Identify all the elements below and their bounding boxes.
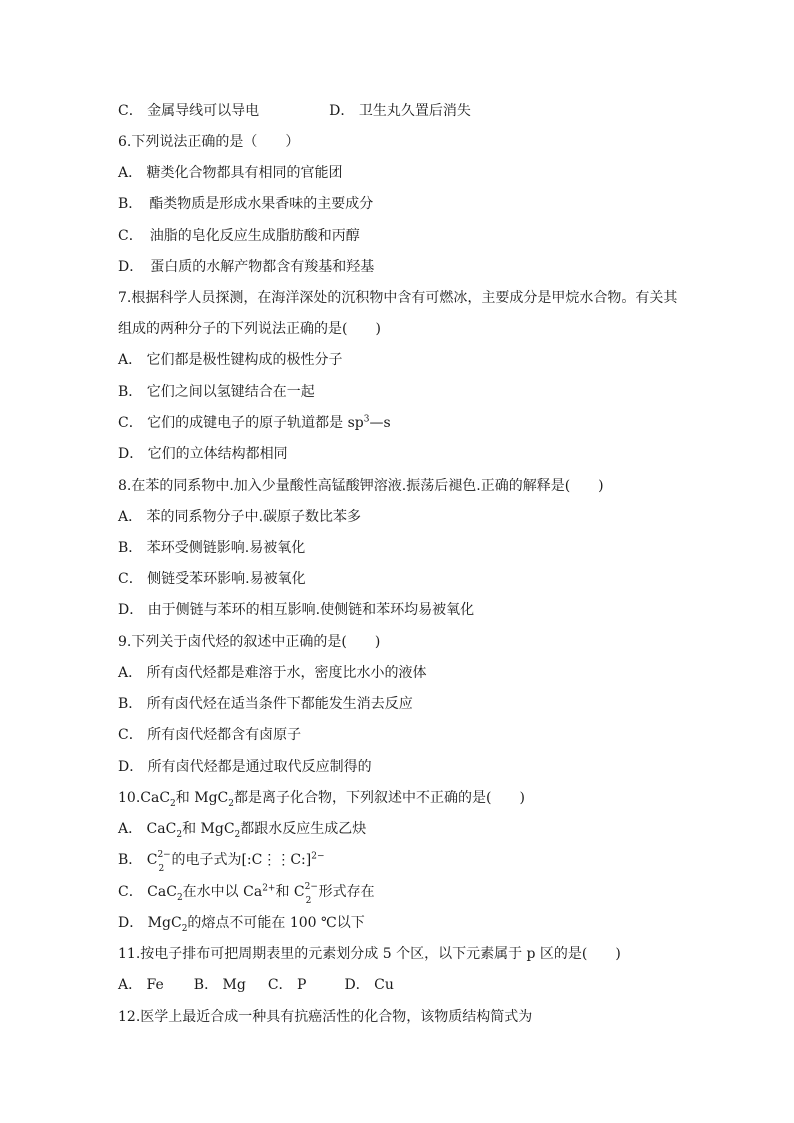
q7-option-c — [118, 413, 391, 433]
q6-option-b: B． 酯类物质是形成水果香味的主要成分 — [118, 196, 374, 212]
q10-option-c-part3: 和 C — [275, 884, 305, 900]
q10-option-d — [118, 913, 365, 933]
q9-option-c: C． 所有卤代烃都含有卤原子 — [118, 727, 302, 743]
q7-option-c-tail: —s — [369, 415, 391, 431]
q10-stem-sub2: 2 — [228, 798, 234, 809]
q10-option-a-part2: 和 MgC — [182, 821, 235, 837]
q8-option-d: D． 由于侧链与苯环的相互影响.使侧链和苯环均易被氧化 — [118, 602, 475, 618]
q10-option-b-sup: 2− — [157, 850, 171, 860]
q10-option-a-sub1: 2 — [176, 829, 183, 840]
q7-option-a: A． 它们都是极性键构成的极性分子 — [118, 352, 343, 368]
q7-option-d: D． 它们的立体结构都相同 — [118, 446, 288, 462]
q10-stem-part3: 都是离子化合物，下列叙述中不正确的是( ) — [233, 790, 525, 806]
q9-option-d: D． 所有卤代烃都是通过取代反应制得的 — [118, 759, 372, 775]
q5-option-c: C． 金属导线可以导电 — [118, 103, 260, 119]
q11-option-c: C． P — [267, 977, 307, 993]
q11-stem: 11.按电子排布可把周期表里的元素划分成 5 个区，以下元素属于 p 区的是( ) — [118, 946, 621, 962]
q10-stem-part1: 10.CaC — [118, 790, 171, 806]
q11-option-b: B． Mg — [193, 977, 246, 993]
q9-option-b: B． 所有卤代烃在适当条件下都能发生消去反应 — [118, 696, 413, 712]
q10-option-d-part2: 的熔点不可能在 100 ℃以下 — [187, 915, 365, 931]
q6-option-d: D． 蛋白质的水解产物都含有羧基和羟基 — [118, 259, 375, 275]
q11-option-d: D． Cu — [344, 977, 394, 993]
q10-option-c-sub1: 2 — [176, 892, 183, 903]
q11-options — [118, 975, 394, 995]
q5-option-d: D． 卫生丸久置后消失 — [329, 103, 471, 119]
q10-option-c-sup1: 2+ — [262, 883, 276, 894]
q10-stem — [118, 788, 525, 808]
q9-option-a: A． 所有卤代烃都是难溶于水，密度比水小的液体 — [118, 665, 427, 681]
q8-stem: 8.在苯的同系物中.加入少量酸性高锰酸钾溶液.振荡后褪色.正确的解释是( ) — [118, 478, 604, 494]
q9-stem: 9.下列关于卤代烃的叙述中正确的是( ) — [118, 634, 381, 650]
q5-options-cd — [118, 101, 471, 121]
q10-option-c-sub2: 2 — [305, 896, 312, 906]
q10-option-a-part1: A． CaC — [118, 821, 177, 837]
q10-option-b-ion — [157, 850, 171, 874]
q10-option-c — [118, 882, 375, 906]
q10-option-b — [118, 850, 325, 874]
q10-option-d-part1: D． MgC — [118, 915, 182, 931]
q6-option-c: C． 油脂的皂化反应生成脂肪酸和丙醇 — [118, 228, 360, 244]
q10-option-b-charge: 2− — [311, 851, 325, 862]
q8-option-a: A． 苯的同系物分子中.碳原子数比苯多 — [118, 509, 362, 525]
q10-option-a-sub2: 2 — [234, 829, 241, 840]
q8-option-b: B． 苯环受侧链影响.易被氧化 — [118, 540, 306, 556]
q10-option-a-part3: 都跟水反应生成乙炔 — [240, 821, 367, 837]
q8-option-c: C． 侧链受苯环影响.易被氧化 — [118, 571, 306, 587]
q10-stem-sub1: 2 — [170, 798, 176, 809]
q10-option-c-part1: C． CaC — [118, 884, 177, 900]
q10-option-b-part2: 的电子式为[:C⋮⋮C:] — [171, 852, 312, 868]
q10-option-a — [118, 819, 366, 839]
q10-stem-part2: 和 MgC — [175, 790, 229, 806]
q10-option-c-part4: 形式存在 — [318, 884, 375, 900]
q10-option-d-sub1: 2 — [181, 923, 188, 934]
q7-option-c-sup: 3 — [363, 414, 370, 425]
q10-option-b-sub: 2 — [158, 864, 165, 874]
q7-stem-line1: 7.根据科学人员探测，在海洋深处的沉积物中含有可燃冰，主要成分是甲烷水合物。有关其 — [118, 290, 678, 306]
q10-option-c-ion — [304, 882, 319, 906]
q7-stem-line2: 组成的两种分子的下列说法正确的是( ) — [118, 321, 381, 337]
q11-option-a: A． Fe — [118, 977, 164, 993]
q10-option-c-part2: 在水中以 Ca — [182, 884, 263, 900]
q7-option-c-text: C． 它们的成键电子的原子轨道都是 sp — [118, 415, 364, 431]
q6-stem: 6.下列说法正确的是（ ） — [118, 134, 300, 150]
q10-option-b-part1: B． C — [118, 852, 158, 868]
q7-option-b: B． 它们之间以氢键结合在一起 — [118, 384, 315, 400]
q6-option-a: A． 糖类化合物都具有相同的官能团 — [118, 165, 343, 181]
q10-option-c-sup2: 2− — [304, 882, 318, 892]
q12-stem: 12.医学上最近合成一种具有抗癌活性的化合物，该物质结构简式为 — [118, 1009, 533, 1025]
